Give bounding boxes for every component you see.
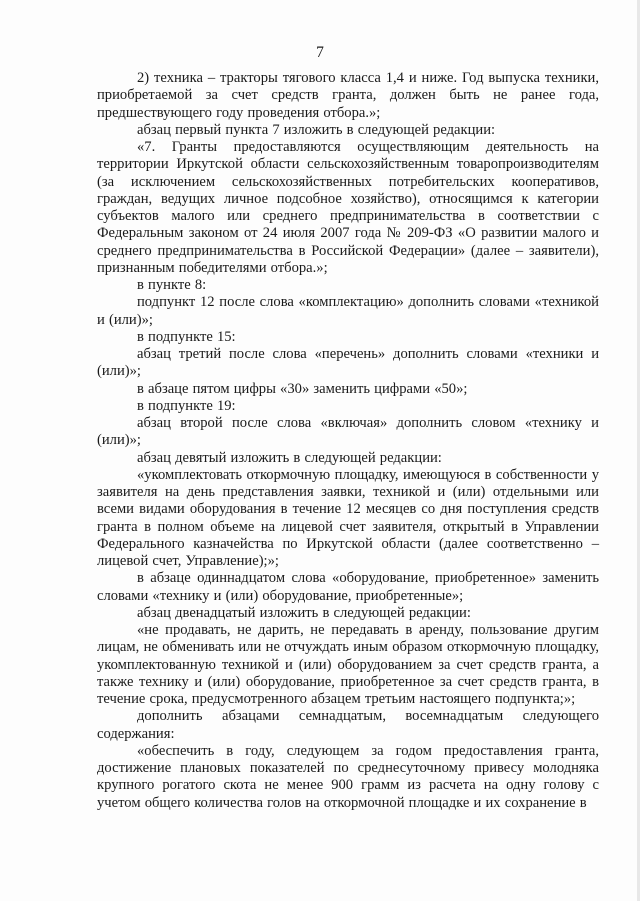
page-number: 7 <box>316 44 324 61</box>
paragraph-grants-recipients: «7. Гранты предоставляются осуществляющим деятельность на территории Иркутской области сельскохозяйственным товаропроизводителям (за исключением сельскохозяйственных потребительских кооперативов, граждан, ведущих личное подсобное хозяйство), относящимся к категории субъектов малого или среднего предпринимательства в соответствии с Федеральным законом от 24 июля 2007 года № 209-ФЗ «О развитии малого и среднего предпринимательства в Российской Федерации» (далее – заявители), признанным победителями отбора.»; <box>97 139 599 276</box>
paragraph-subpoint-12: подпункт 12 после слова «комплектацию» дополнить словами «техникой и (или)»; <box>97 294 599 328</box>
paragraph-ninth-abzac-intro: абзац девятый изложить в следующей редакции: <box>137 449 442 466</box>
paragraph-equip-feedlot: «укомплектовать откормочную площадку, имеющуюся в собственности у заявителя на день представления заявки, техникой и (или) отдельными или всеми видами оборудования в течение 12 месяцев со дня поступления средств гранта в полном объеме на лицевой счет заявителя, открытый в Управлении Федерального казначейства по Иркутской области (далее соответственно – лицевой счет, Управление);»; <box>97 466 599 569</box>
paragraph-point-8: в пункте 8: <box>137 277 207 293</box>
paragraph-subpoint-19: в подпункте 19: <box>137 397 236 414</box>
paragraph-twelfth-abzac-intro: абзац двенадцатый изложить в следующей редакции: <box>137 604 471 621</box>
paragraph-amend-point-7: абзац первый пункта 7 изложить в следующей редакции: <box>137 121 496 138</box>
paragraph-no-sale: «не продавать, не дарить, не передавать в аренду, пользование другим лицам, не обменивать или не отчуждать иным образом откормочную площадку, укомплектованную техникой и (или) оборудованием за счет средств гранта, а также технику и (или) оборудование, приобретенное за счет средств гранта, в течение срока, предусмотренного абзацем третьим настоящего подпункта;»; <box>97 622 599 707</box>
paragraph-technique-definition: 2) техника – тракторы тягового класса 1,4 и ниже. Год выпуска техники, приобретаемой за счет средств гранта, должен быть не ранее года, предшествующего году проведения отбора.»; <box>97 70 599 121</box>
paragraph-add-abzacs: дополнить абзацами семнадцатым, восемнадцатым следующего содержания: <box>97 708 599 742</box>
paragraph-third-abzac: абзац третий после слова «перечень» дополнить словами «техники и (или)»; <box>97 346 599 380</box>
paragraph-fifth-abzac: в абзаце пятом цифры «30» заменить цифрами «50»; <box>137 380 468 397</box>
paragraph-eleventh-abzac: в абзаце одиннадцатом слова «оборудование, приобретенное» заменить словами «технику и (или) оборудование, приобретенные»; <box>97 570 599 604</box>
paragraph-subpoint-15: в подпункте 15: <box>137 328 236 345</box>
paragraph-ensure-indicators: «обеспечить в году, следующем за годом предоставления гранта, достижение плановых показателей по среднесуточному привесу молодняка крупного рогатого скота не менее 900 грамм из расчета на одну голову с учетом общего количества голов на откормочной площадке и их сохранение в <box>97 742 599 811</box>
paragraph-second-abzac: абзац второй после слова «включая» дополнить словом «технику и (или)»; <box>97 415 599 449</box>
document-body <box>97 70 599 812</box>
